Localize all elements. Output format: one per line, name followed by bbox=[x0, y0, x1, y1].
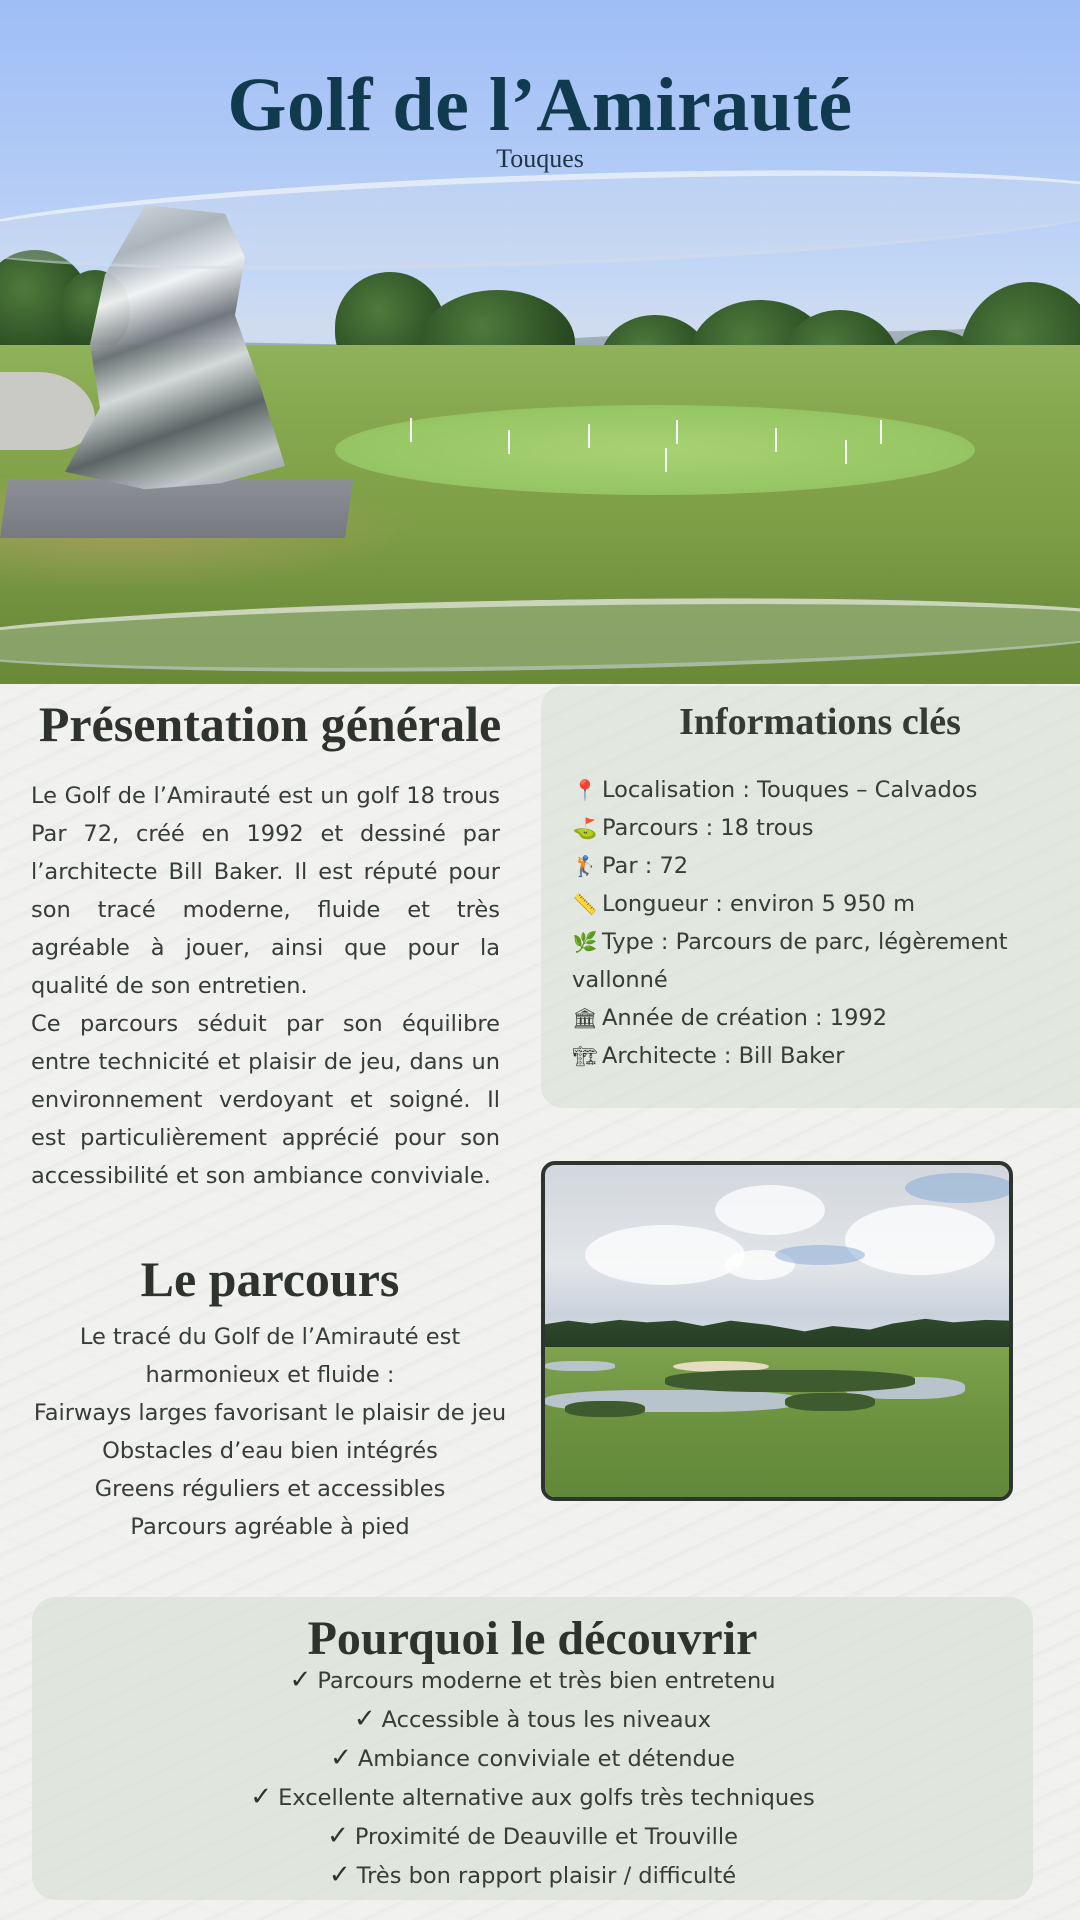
why-item bbox=[32, 1739, 1033, 1778]
hero-banner bbox=[0, 0, 1080, 684]
why-discover-heading: Pourquoi le découvrir bbox=[307, 1612, 758, 1665]
cloud bbox=[845, 1205, 995, 1275]
why-item bbox=[32, 1778, 1033, 1817]
reeds bbox=[785, 1393, 875, 1411]
checkmark-icon: ✓ bbox=[289, 1665, 312, 1695]
checkmark-icon: ✓ bbox=[330, 1743, 352, 1773]
classical-building-icon: 🏛 bbox=[572, 1006, 598, 1030]
key-info-item bbox=[572, 923, 1042, 999]
key-info-item bbox=[572, 885, 1042, 923]
key-info-text: Longueur : environ 5 950 m bbox=[602, 891, 916, 917]
why-item bbox=[32, 1700, 1033, 1739]
why-item bbox=[32, 1856, 1033, 1895]
checkmark-icon: ✓ bbox=[328, 1860, 351, 1890]
course-features-list bbox=[20, 1394, 520, 1546]
why-item-text: Parcours moderne et très bien entretenu bbox=[317, 1668, 776, 1694]
key-info-item bbox=[572, 999, 1042, 1037]
presentation-paragraph: Le Golf de l’Amirauté est un golf 18 trous Par 72, créé en 1992 et dessiné par l’architecte Bill Baker. Il est réputé pour son tracé moderne, fluide et très agréable à jouer, ainsi que pour la qualité de son entretien. bbox=[31, 783, 500, 999]
key-info-item bbox=[572, 1037, 1042, 1075]
sky-patch bbox=[775, 1245, 865, 1265]
course-body bbox=[20, 1318, 520, 1546]
course-feature: Greens réguliers et accessibles bbox=[94, 1476, 446, 1502]
course-intro: Le tracé du Golf de l’Amirauté est harmonieux et fluide : bbox=[79, 1324, 461, 1388]
checkmark-icon: ✓ bbox=[327, 1821, 349, 1851]
golfer-icon: 🏌 bbox=[572, 854, 598, 878]
flag-pin bbox=[676, 420, 678, 444]
key-info-text: Type : Parcours de parc, légèrement vallonné bbox=[572, 929, 1008, 993]
flag-pin bbox=[845, 440, 847, 464]
why-item bbox=[32, 1661, 1033, 1700]
key-info-heading: Informations clés bbox=[679, 701, 961, 743]
flag-pin bbox=[665, 448, 667, 472]
flag-pin bbox=[880, 420, 882, 444]
herb-icon: 🌿 bbox=[572, 930, 598, 954]
course-feature: Parcours agréable à pied bbox=[130, 1514, 410, 1540]
flag-pin bbox=[410, 418, 412, 442]
flag-pin bbox=[588, 424, 590, 448]
why-item-text: Excellente alternative aux golfs très techniques bbox=[278, 1785, 815, 1811]
key-info-text: Parcours : 18 trous bbox=[602, 815, 814, 841]
flag-in-hole-icon: ⛳ bbox=[572, 816, 598, 840]
page-subtitle: Touques bbox=[496, 144, 584, 173]
flag-pin bbox=[775, 428, 777, 452]
construction-crane-icon: 🏗 bbox=[572, 1044, 598, 1068]
course-photo bbox=[541, 1161, 1013, 1501]
sculpture-plinth bbox=[0, 480, 353, 538]
presentation-heading: Présentation générale bbox=[38, 696, 502, 752]
course-heading: Le parcours bbox=[140, 1251, 400, 1307]
key-info-item bbox=[572, 771, 1042, 809]
key-info-text: Architecte : Bill Baker bbox=[602, 1043, 845, 1069]
key-info-item bbox=[572, 809, 1042, 847]
flag-pin bbox=[508, 430, 510, 454]
putting-green bbox=[335, 405, 975, 495]
why-item-text: Très bon rapport plaisir / difficulté bbox=[356, 1863, 737, 1889]
why-item-text: Ambiance conviviale et détendue bbox=[357, 1746, 735, 1772]
ruler-icon: 📏 bbox=[572, 892, 598, 916]
sky-patch bbox=[905, 1173, 1013, 1203]
presentation-paragraph: Ce parcours séduit par son équilibre entre technicité et plaisir de jeu, dans un environnement verdoyant et soigné. Il est particulièrement apprécié pour son accessibilité et son ambiance conviviale. bbox=[31, 1011, 500, 1189]
why-item bbox=[32, 1817, 1033, 1856]
key-info-item bbox=[572, 847, 1042, 885]
reeds bbox=[665, 1370, 915, 1392]
presentation-body bbox=[31, 777, 500, 1195]
why-item-text: Accessible à tous les niveaux bbox=[381, 1707, 712, 1733]
round-pushpin-icon: 📍 bbox=[572, 778, 598, 802]
key-info-text: Par : 72 bbox=[602, 853, 689, 879]
why-item-text: Proximité de Deauville et Trouville bbox=[354, 1824, 738, 1850]
checkmark-icon: ✓ bbox=[353, 1704, 376, 1734]
why-discover-list bbox=[32, 1661, 1033, 1895]
course-feature: Obstacles d’eau bien intégrés bbox=[102, 1438, 438, 1464]
cloud bbox=[715, 1185, 825, 1235]
checkmark-icon: ✓ bbox=[250, 1782, 273, 1812]
reeds bbox=[565, 1401, 645, 1417]
key-info-text: Localisation : Touques – Calvados bbox=[602, 777, 978, 803]
page-title: Golf de l’Amirauté bbox=[227, 63, 853, 147]
cloud bbox=[585, 1225, 745, 1285]
course-feature: Fairways larges favorisant le plaisir de jeu bbox=[33, 1400, 507, 1426]
key-info-list bbox=[572, 771, 1042, 1075]
water-hazard bbox=[545, 1361, 615, 1371]
key-info-text: Année de création : 1992 bbox=[602, 1005, 888, 1031]
